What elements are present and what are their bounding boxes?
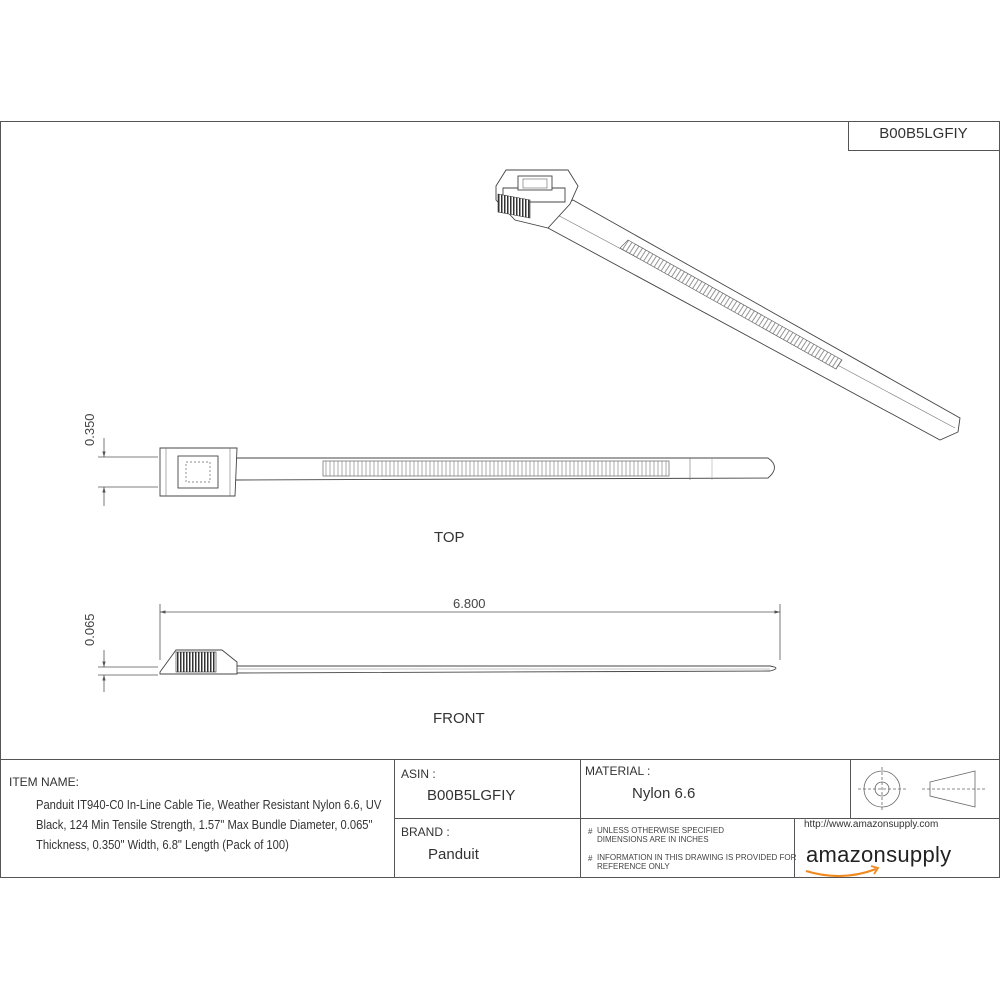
isometric-view — [496, 170, 960, 440]
front-view-label: FRONT — [433, 710, 485, 727]
width-dimension-value: 0.350 — [82, 413, 97, 446]
item-name-line-1: Panduit IT940-C0 In-Line Cable Tie, Weather Resistant Nylon 6.6, UV — [36, 797, 382, 812]
amazon-smile-logo — [806, 866, 878, 876]
top-view-label: TOP — [434, 529, 465, 546]
front-view — [160, 650, 776, 674]
brand-value: Panduit — [428, 846, 479, 863]
amazonsupply-logo-text — [806, 843, 951, 867]
front-length-dimension — [160, 604, 780, 660]
third-angle-projection-symbol — [858, 767, 985, 811]
material-label: MATERIAL : — [585, 764, 651, 778]
item-name-label: ITEM NAME: — [9, 775, 80, 789]
item-name-line-3: Thickness, 0.350" Width, 6.8" Length (Pack of 100) — [36, 837, 289, 852]
logo-word-amazon: amazon — [806, 842, 887, 867]
amazonsupply-url[interactable]: http://www.amazonsupply.com — [804, 819, 939, 830]
drawing-border — [1, 122, 1000, 878]
thickness-dimension-value: 0.065 — [82, 613, 97, 646]
asin-value: B00B5LGFIY — [427, 787, 516, 804]
note-1-line-1: UNLESS OTHERWISE SPECIFIED — [597, 826, 724, 835]
material-value: Nylon 6.6 — [632, 785, 696, 802]
front-thickness-dimension — [98, 650, 158, 692]
note-2-line-1: INFORMATION IN THIS DRAWING IS PROVIDED FOR — [597, 853, 797, 862]
note-2-mark: # — [588, 854, 593, 863]
logo-word-supply: supply — [886, 842, 952, 867]
top-view — [160, 448, 775, 496]
top-width-dimension — [98, 438, 158, 506]
item-name-line-2: Black, 124 Min Tensile Strength, 1.57" Max Bundle Diameter, 0.065" — [36, 817, 373, 832]
asin-label: ASIN : — [401, 767, 436, 781]
corner-asin-text: B00B5LGFIY — [879, 125, 968, 142]
ratchet-serration — [323, 461, 669, 476]
brand-label: BRAND : — [401, 825, 450, 839]
length-dimension-value: 6.800 — [453, 596, 486, 611]
note-2-line-2: REFERENCE ONLY — [597, 862, 670, 871]
note-1-mark: # — [588, 827, 593, 836]
note-1-line-2: DIMENSIONS ARE IN INCHES — [597, 835, 709, 844]
